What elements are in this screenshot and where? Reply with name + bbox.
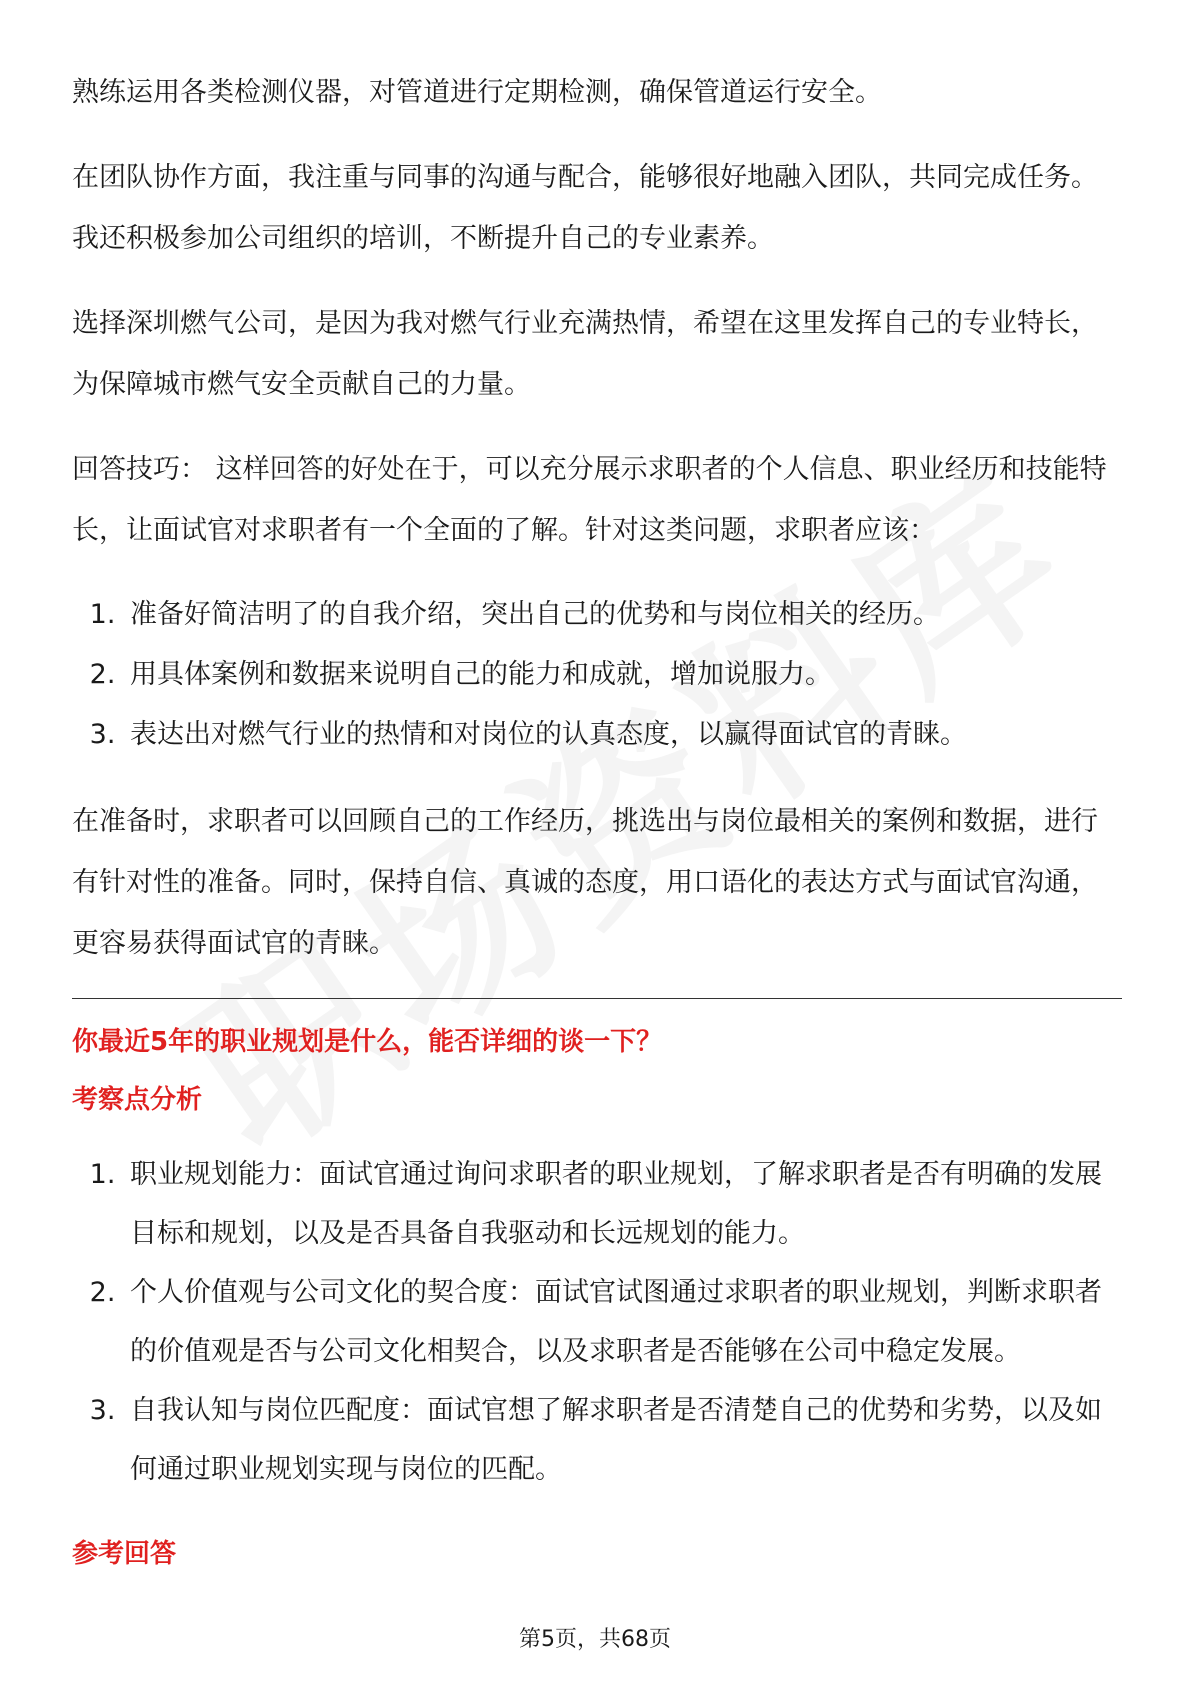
paragraph: 选择深圳燃气公司，是因为我对燃气行业充满热情，希望在这里发挥自己的专业特长，为保障城市燃气安全贡献自己的力量。: [72, 308, 1098, 400]
reference-heading: 参考回答: [72, 1539, 177, 1569]
list-item: 3. 自我认知与岗位匹配度：面试官想了解求职者是否清楚自己的优势和劣势，以及如何通过职业规划实现与岗位的匹配。: [124, 1381, 1122, 1499]
paragraph: 在团队协作方面，我注重与同事的沟通与配合，能够很好地融入团队，共同完成任务。我还积极参加公司组织的培训，不断提升自己的专业素养。: [72, 162, 1098, 254]
closing-paragraph: 在准备时，求职者可以回顾自己的工作经历，挑选出与岗位最相关的案例和数据，进行有针对性的准备。同时，保持自信、真诚的态度，用口语化的表达方式与面试官沟通，更容易获得面试官的青睐。: [72, 806, 1098, 959]
section-divider: [72, 998, 1122, 999]
tips-list: [72, 585, 1122, 765]
list-item: 1. 准备好简洁明了的自我介绍，突出自己的优势和与岗位相关的经历。: [124, 585, 1122, 645]
page-number: 第5页，共68页: [519, 1627, 671, 1652]
question-title: 你最近5年的职业规划是什么，能否详细的谈一下？: [72, 1027, 663, 1057]
answer-tips-paragraph: 回答技巧： 这样回答的好处在于，可以充分展示求职者的个人信息、职业经历和技能特长，让面试官对求职者有一个全面的了解。针对这类问题，求职者应该：: [72, 454, 1107, 546]
list-item: 2. 个人价值观与公司文化的契合度：面试官试图通过求职者的职业规划，判断求职者的价值观是否与公司文化相契合，以及求职者是否能够在公司中稳定发展。: [124, 1263, 1122, 1381]
analysis-list: [72, 1145, 1122, 1499]
list-item: 1. 职业规划能力：面试官通过询问求职者的职业规划，了解求职者是否有明确的发展目标和规划，以及是否具备自我驱动和长远规划的能力。: [124, 1145, 1122, 1263]
list-item: 2. 用具体案例和数据来说明自己的能力和成就，增加说服力。: [124, 645, 1122, 705]
analysis-heading: 考察点分析: [72, 1085, 203, 1115]
list-item: 3. 表达出对燃气行业的热情和对岗位的认真态度，以赢得面试官的青睐。: [124, 705, 1122, 765]
paragraph: 熟练运用各类检测仪器，对管道进行定期检测，确保管道运行安全。: [72, 77, 882, 108]
document-body: [72, 62, 1122, 1583]
